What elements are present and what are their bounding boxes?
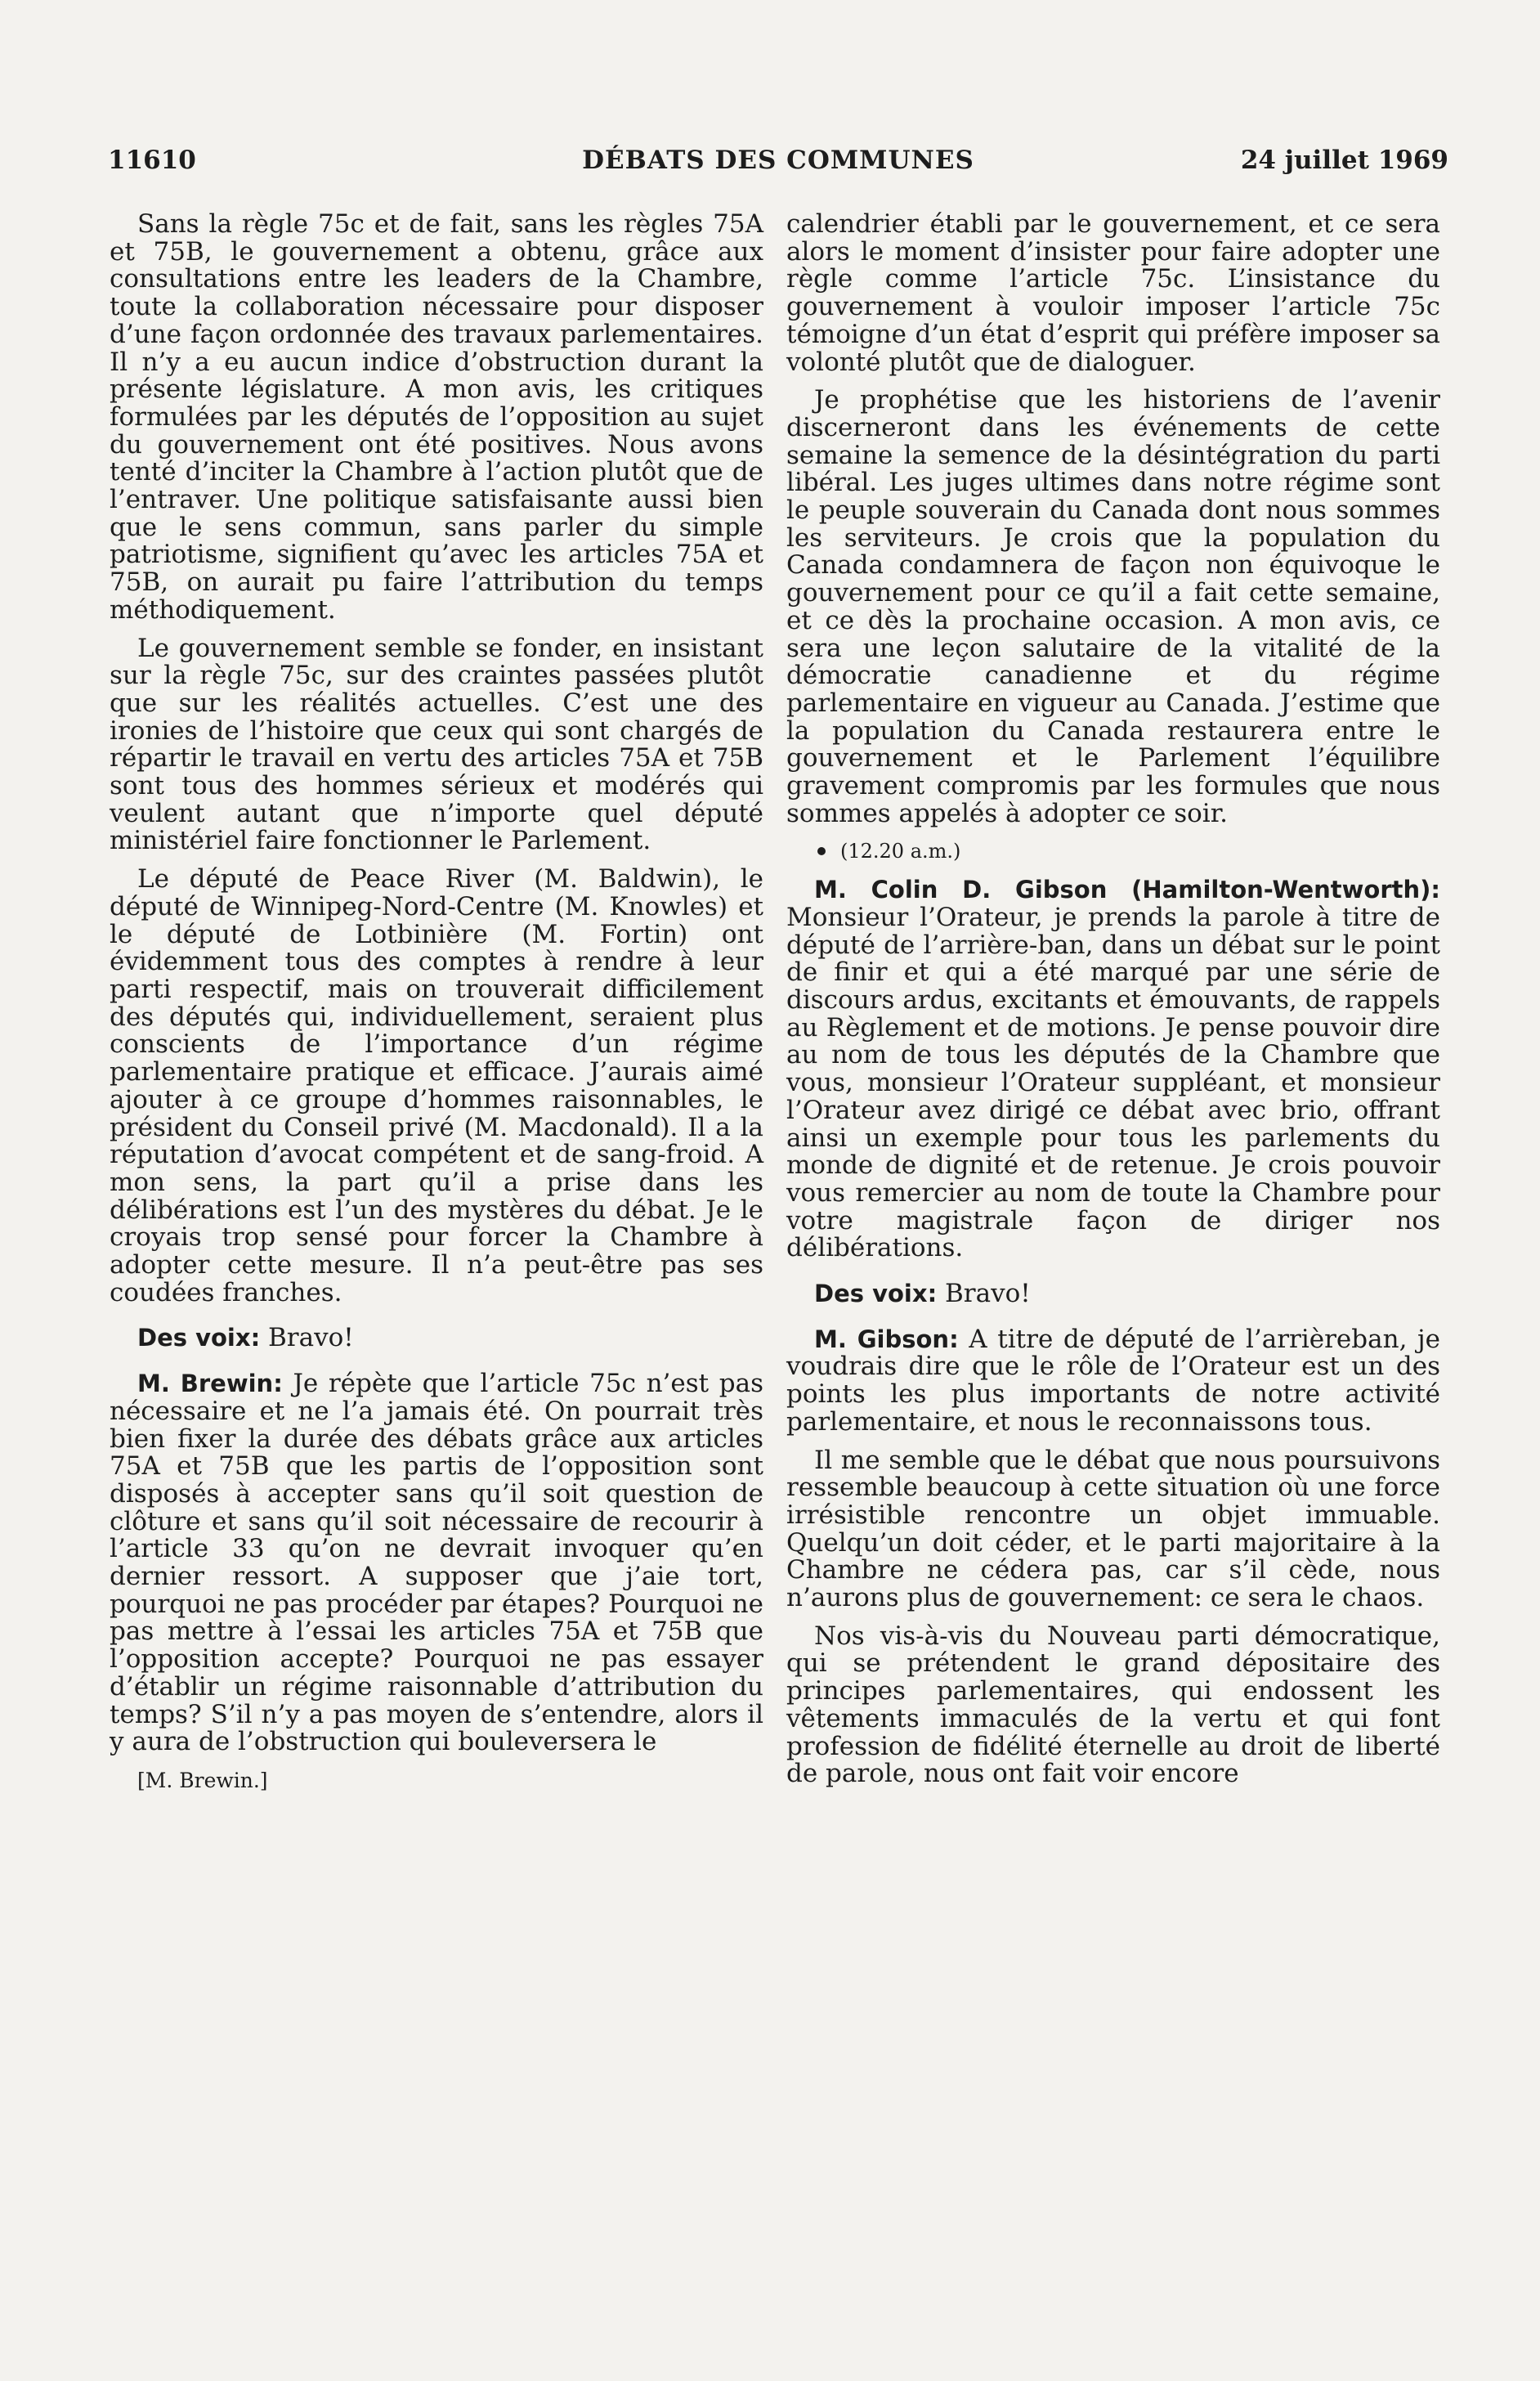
paragraph: calendrier établi par le gouvernement, et ce sera alors le moment d’insister pour faire adopter une règle comme l’article 75c. L’insistance du gouvernement à vouloir imposer l’article 75c témoigne d’un état d’esprit qui préfère imposer sa volonté plutôt que de dialoguer. xyxy=(786,209,1440,377)
page-number: 11610 xyxy=(108,146,196,175)
speaker-name: Des voix: xyxy=(137,1324,261,1352)
paragraph: Sans la règle 75c et de fait, sans les règles 75A et 75B, le gouvernement a obtenu, grâce aux consultations entre les leaders de la Chambre, toute la collaboration nécessaire pour disposer d’une façon ordonnée des travaux parlementaires. Il n’y a eu aucun indice d’obstruction durant la présente législature. A mon avis, les critiques formulées par les députés de l’opposition au sujet du gouvernement ont été positives. Nous avons tenté d’inciter la Chambre à l’action plutôt que de l’entraver. Une politique satisfaisante aussi bien que le sens commun, sans parler du simple patriotisme, signifient qu’avec les articles 75A et 75B, on aurait pu faire l’attribution du temps méthodiquement. xyxy=(110,209,763,625)
speech-text: Je répète que l’article 75c n’est pas nécessaire et ne l’a jamais été. On pourrait très bien fixer la durée des débats grâce aux articles 75A et 75B que les partis de l’opposition sont disposés à accepter sans qu’il soit question de clôture et sans qu’il soit nécessaire de recourir à l’article 33 qu’on ne devrait invoquer qu’en dernier ressort. A supposer que j’aie tort, pourquoi ne pas procéder par étapes? Pourquoi ne pas mettre à l’essai les articles 75A et 75B que l’opposition accepte? Pourquoi ne pas essayer d’établir un régime raisonnable d’attribution du temps? S’il n’y a pas moyen de s’entendre, alors il y aura de l’obstruction qui bouleversera le xyxy=(110,1369,763,1757)
paragraph: Le gouvernement semble se fonder, en insistant sur la règle 75c, sur des craintes passées plutôt que sur les réalités actuelles. C’est une des ironies de l’histoire que ceux qui sont chargés de répartir le travail en vertu des articles 75A et 75B sont tous des hommes sérieux et modérés qui veulent autant que n’importe quel député ministériel faire fonctionner le Parlement. xyxy=(110,633,763,856)
publication-title: DÉBATS DES COMMUNES xyxy=(582,146,974,175)
left-column xyxy=(110,211,763,1795)
paragraph: Il me semble que le débat que nous poursuivons ressemble beaucoup à cette situation où une force irrésistible rencontre un objet immuable. Quelqu’un doit céder, et le parti majoritaire à la Chambre ne cédera pas, car s’il cède, nous n’aurons plus de gouvernement: ce sera le chaos. xyxy=(786,1445,1440,1613)
bullet-icon xyxy=(817,847,826,855)
speaker-name: Des voix: xyxy=(814,1280,938,1308)
speaker-attribution: [M. Brewin.] xyxy=(137,1768,268,1792)
page-date: 24 juillet 1969 xyxy=(1240,146,1448,175)
right-column xyxy=(786,211,1440,1799)
speech-text: A titre de député de l’arrièreban, je voudrais dire que le rôle de l’Orateur est un des points les plus importants de notre activité parlementaire, et nous le reconnaissons tous. xyxy=(786,1324,1440,1437)
speech xyxy=(786,877,1440,1262)
page-header xyxy=(108,146,1448,186)
interjection xyxy=(786,1280,1440,1308)
interjection xyxy=(110,1325,763,1352)
speech xyxy=(110,1370,763,1756)
speaker-name: M. Gibson: xyxy=(814,1325,959,1353)
paragraph: Je prophétise que les historiens de l’avenir discerneront dans les événements de cette semaine la semence de la désintégration du parti libéral. Les juges ultimes dans notre régime sont le peuple souverain du Canada dont nous sommes les serviteurs. Je crois que la population du Canada condamnera de façon non équivoque le gouvernement pour ce qu’il a fait cette semaine, et ce dès la prochaine occasion. A mon avis, ce sera une leçon salutaire de la vitalité de la démocratie canadienne et du régime parlementaire en vigueur au Canada. J’estime que la population du Canada restaurera entre le gouvernement et le Parlement l’équilibre gravement compromis par les formules que nous sommes appelés à adopter ce soir. xyxy=(786,385,1440,828)
speaker-name: M. Colin D. Gibson (Hamilton-Wentworth): xyxy=(814,876,1440,904)
time-stamp-text: (12.20 a.m.) xyxy=(840,840,961,863)
interjection-text: Bravo! xyxy=(945,1279,1031,1309)
speech xyxy=(786,1326,1440,1437)
interjection-text: Bravo! xyxy=(268,1323,354,1353)
speech-text: Monsieur l’Orateur, je prends la parole à titre de député de l’arrière-ban, dans un débat sur le point de finir et qui a été marqué par une série de discours ardus, excitants et émouvants, de rappels au Règlement et de motions. Je pense pouvoir dire au nom de tous les députés de la Chambre que vous, monsieur l’Orateur suppléant, et monsieur l’Orateur avez dirigé ce débat avec brio, offrant ainsi un exemple pour tous les parlements du monde de dignité et de retenue. Je crois pouvoir vous remercier au nom de toute la Chambre pour votre magistrale façon de diriger nos délibérations. xyxy=(786,902,1440,1263)
time-stamp xyxy=(786,838,1440,866)
speaker-name: M. Brewin: xyxy=(137,1370,283,1398)
paragraph: Le député de Peace River (M. Baldwin), le député de Winnipeg-Nord-Centre (M. Knowles) et le député de Lotbinière (M. Fortin) ont évidemment tous des comptes à rendre à leur parti respectif, mais on trouverait difficilement des députés qui, individuellement, seraient plus conscients de l’importance d’un régime parlementaire pratique et efficace. J’aurais aimé ajouter à ce groupe d’hommes raisonnables, le président du Conseil privé (M. Macdonald). Il a la réputation d’avocat compétent et de sang-froid. A mon sens, la part qu’il a prise dans les délibérations est l’un des mystères du débat. Je le croyais trop sensé pour forcer la Chambre à adopter cette mesure. Il n’a peut-être pas ses coudées franches. xyxy=(110,864,763,1307)
paragraph: Nos vis-à-vis du Nouveau parti démocratique, qui se prétendent le grand dépositaire des principes parlementaires, qui endossent les vêtements immaculés de la vertu et qui font profession de fidélité éternelle au droit de liberté de parole, nous ont fait voir encore xyxy=(786,1621,1440,1789)
